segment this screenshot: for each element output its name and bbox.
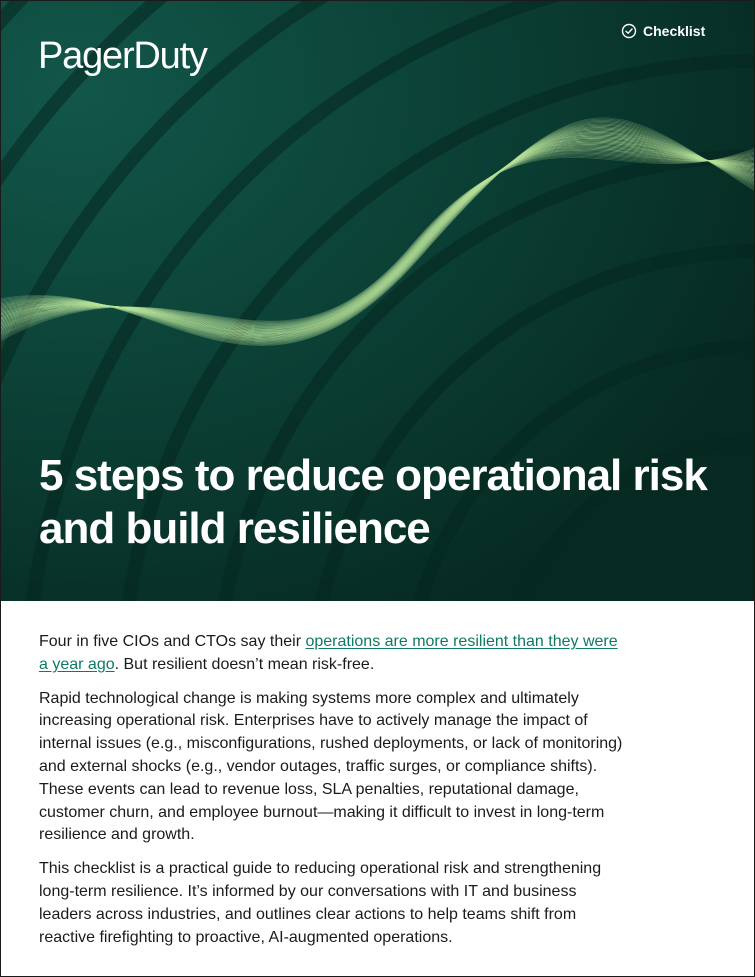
- intro-content: [39, 631, 629, 960]
- page-title: 5 steps to reduce operational risk and build resilience: [39, 451, 707, 553]
- intro-text-start: Four in five CIOs and CTOs say their: [39, 633, 306, 650]
- intro-text-end: . But resilient doesn’t mean risk-free.: [114, 655, 375, 673]
- intro-paragraph: [39, 631, 629, 677]
- check-circle-icon: [621, 23, 637, 39]
- risk-paragraph: Rapid technological change is making systems more complex and ultimately increasing operational risk. Enterprises have to actively manage the impact of internal issues (e.g., misconfigurations, rushed deployments, or lack of monitoring) and external shocks (e.g., vendor outages, traffic surges, or compliance shifts). These events can lead to revenue loss, SLA penalties, reputational damage, customer churn, and employee burnout—making it difficult to invest in long-term resilience and growth.: [39, 689, 623, 844]
- checklist-purpose-paragraph: This checklist is a practical guide to reducing operational risk and strengthening long-term resilience. It’s informed by our conversations with IT and business leaders across industries, and outlines clear actions to help teams shift from reactive firefighting to proactive, AI-augmented operations.: [39, 860, 602, 946]
- resilience-survey-link[interactable]: operations are more resilient than they were a year ago: [39, 633, 618, 673]
- hero-banner: [1, 1, 754, 601]
- checklist-badge: [621, 23, 705, 39]
- badge-label: Checklist: [643, 23, 706, 39]
- pagerduty-logo: PagerDuty: [38, 35, 207, 77]
